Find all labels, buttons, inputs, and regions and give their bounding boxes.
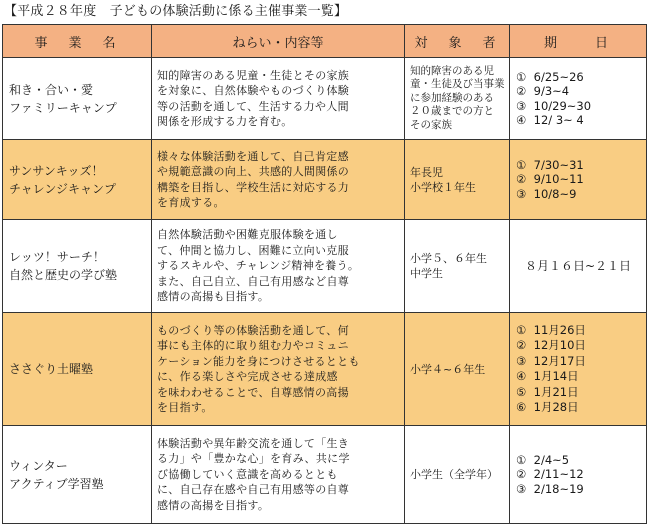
program-table: [2, 24, 647, 524]
date-item: ② 12月10日: [516, 338, 586, 352]
aim-line: 感情の高揚も目指す。: [157, 290, 270, 304]
program-name-line: 自然と歴史の学び塾: [9, 268, 118, 282]
target-line: に参加経験のある: [410, 91, 494, 104]
date-item: ⑥ 1月28日: [516, 400, 579, 414]
target-cell: [405, 313, 510, 426]
aim-line: ケーション能力を身につけさせるととも: [157, 354, 360, 368]
aim-line: 自然体験活動や困難克服体験を通し: [157, 228, 338, 242]
program-name-cell: [3, 58, 152, 140]
target-line: 小学４~６年生: [410, 362, 486, 376]
aim-line: を味わわせることで、自尊感情の高揚: [157, 385, 349, 399]
aim-line: て、仲間と協力し、困難に立向い克服: [157, 243, 349, 257]
date-item: ① 2/4~5: [516, 452, 570, 467]
aim-cell: [152, 220, 405, 313]
date-item: ③ 10/29~30: [516, 98, 592, 113]
target-cell: [405, 58, 510, 140]
dates-cell: [510, 58, 647, 140]
aim-line: また、自己自立、自己有用感など自尊: [157, 274, 350, 288]
dates-cell: [510, 140, 647, 220]
header-aim-content: ねらい・内容等: [152, 25, 405, 58]
aim-line: を目指す。: [157, 401, 213, 414]
date-item: ① 11月26日: [516, 322, 586, 337]
aim-line: び協働していく意識を高めるととも: [157, 467, 338, 481]
table-row: [3, 426, 647, 524]
target-cell: [405, 140, 510, 220]
program-name-line: ファミリーキャンプ: [9, 100, 117, 115]
target-line: その家族: [410, 118, 452, 131]
dates-cell: [510, 313, 647, 426]
target-cell: [405, 220, 510, 313]
aim-line: 知的障害のある児童・生徒とその家族: [157, 68, 350, 82]
program-name-line: チャレンジキャンプ: [9, 181, 117, 196]
date-item: ③ 12月17日: [516, 353, 586, 368]
header-target: 対 象 者: [405, 25, 510, 58]
date-item: ④ 12/ 3~ 4: [516, 113, 584, 127]
aim-line: る力」や「豊かな心」を育み、共に学: [157, 452, 350, 466]
program-name-cell: [3, 313, 152, 426]
target-cell: [405, 426, 510, 524]
date-item: ③ 2/18~19: [516, 481, 584, 496]
target-line: 知的障害のある児: [410, 64, 494, 77]
aim-line: に、作る楽しさや完成させる達成感: [157, 370, 338, 383]
aim-line: 等の活動を通して、生活する力や人間: [157, 99, 349, 113]
date-item: ① 7/30~31: [516, 157, 584, 172]
aim-line: 関係を形成する力を育む。: [157, 115, 293, 128]
date-item: ① 6/25~26: [516, 69, 584, 84]
dates-cell: [510, 220, 647, 313]
aim-cell: [152, 313, 405, 426]
target-line: 小学５、６年生: [410, 252, 487, 265]
aim-line: 構築を目指し、学校生活に対応する力: [157, 180, 350, 194]
date-range: ８月１６日~２１日: [524, 258, 632, 273]
date-item: ④ 1月14日: [516, 369, 579, 383]
program-name-line: ささぐり土曜塾: [9, 362, 94, 376]
page-title: 【平成２８年度 子どもの体験活動に係る主催事業一覧】: [4, 4, 348, 19]
aim-line: ものづくり等の体験活動を通して、何: [157, 323, 349, 337]
dates-cell: [510, 426, 647, 524]
aim-line: を対象に、自然体験やものづくり体験: [157, 84, 350, 97]
target-line: 中学生: [410, 267, 443, 280]
date-item: ③ 10/8~9: [516, 186, 577, 201]
aim-line: 感情の高揚を目指す。: [157, 498, 270, 512]
table-row: [3, 140, 647, 220]
aim-line: するスキルや、チャレンジ精神を養う。: [157, 259, 360, 273]
table-row: [3, 313, 647, 426]
program-name-line: レッツ！サーチ！: [9, 250, 105, 264]
program-name-line: サンサンキッズ！: [9, 163, 104, 178]
program-name-cell: [3, 426, 152, 524]
date-item: ② 9/10~11: [516, 172, 584, 187]
aim-cell: [152, 58, 405, 140]
program-name-line: ウィンター: [9, 458, 68, 473]
aim-cell: [152, 426, 405, 524]
date-item: ⑤ 1月21日: [516, 384, 579, 399]
aim-line: や規範意識の向上、共感的人間関係の: [157, 165, 350, 178]
aim-line: 事にも主体的に取り組む力やコミュニ: [157, 339, 349, 352]
aim-line: を育成する。: [157, 196, 225, 209]
target-line: 年長児: [410, 165, 443, 179]
program-name-line: 和き・合い・愛: [9, 82, 94, 97]
target-line: ２０歳までの方と: [410, 105, 494, 118]
program-name-line: アクティブ学習塾: [9, 476, 104, 491]
target-line: 小学校１年生: [410, 180, 476, 194]
aim-line: 体験活動や異年齢交流を通して「生き: [157, 436, 350, 450]
header-program-name: 事 業 名: [3, 25, 152, 58]
target-line: 小学生（全学年）: [410, 468, 498, 481]
header-dates: 期 日: [510, 25, 647, 58]
aim-cell: [152, 140, 405, 220]
date-item: ② 2/11~12: [516, 467, 584, 482]
table-row: [3, 58, 647, 140]
date-item: ② 9/3~4: [516, 84, 570, 98]
target-line: 童・生徒及び当事業: [410, 78, 505, 91]
program-name-cell: [3, 140, 152, 220]
aim-line: 様々な体験活動を通して、自己肯定感: [157, 149, 349, 163]
table-row: [3, 220, 647, 313]
header-row: [3, 25, 647, 58]
aim-line: に、自己存在感や自己有用感等の自尊: [157, 483, 350, 497]
program-name-cell: [3, 220, 152, 313]
